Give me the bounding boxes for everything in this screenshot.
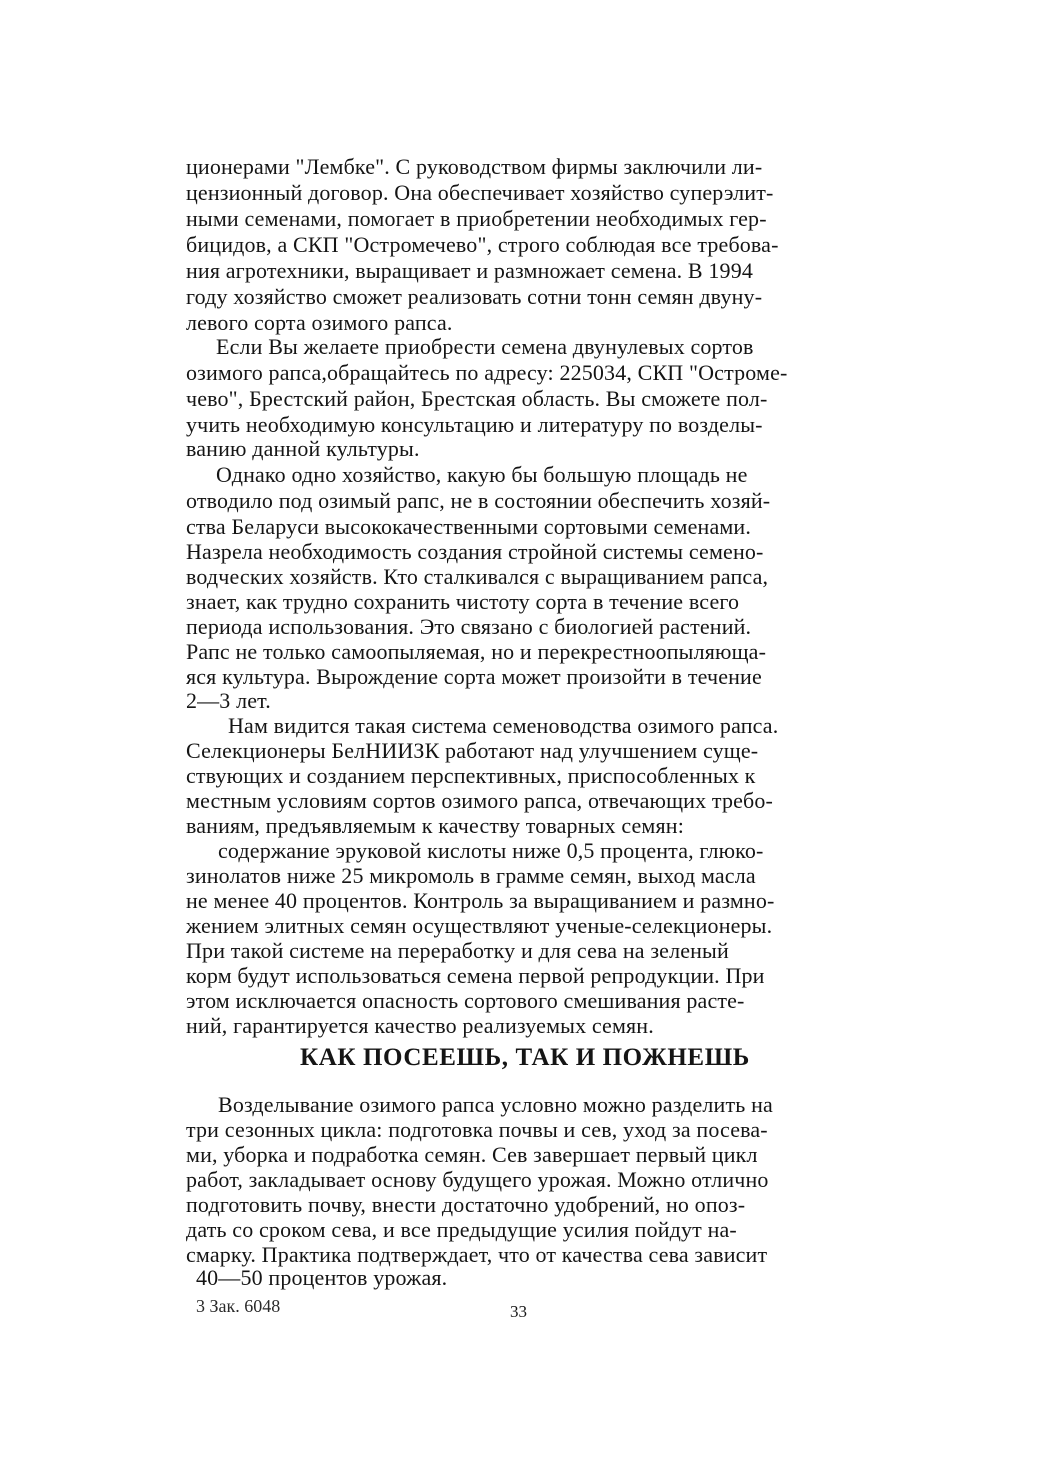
print-signature: 3 Зак. 6048 [196,1296,281,1316]
text-line: бицидов, а СКП "Остромечево", строго соблюдая все требова- [186,232,779,257]
text-line: этом исключается опасность сортового смешивания расте- [186,988,745,1013]
text-line: ства Беларуси высококачественными сортовыми семенами. [186,514,752,539]
text-line: водческих хозяйств. Кто сталкивался с выращиванием рапса, [186,564,769,589]
text-line: озимого рапса,обращайтесь по адресу: 225034, СКП "Остроме- [186,360,788,385]
text-line: учить необходимую консультацию и литературу по возделы- [186,412,763,437]
text-line: ний, гарантируется качество реализуемых семян. [186,1013,654,1038]
text-line: Если Вы желаете приобрести семена двунулевых сортов [216,334,754,359]
text-line: Назрела необходимость создания стройной системы семено- [186,539,764,564]
text-line: При такой системе на переработку и для сева на зеленый [186,938,729,963]
text-line: зинолатов ниже 25 микромоль в грамме семян, выход масла [186,863,756,888]
text-line: ния агротехники, выращивает и размножает семена. В 1994 [186,258,754,283]
text-line: цензионный договор. Она обеспечивает хозяйство суперэлит- [186,180,774,205]
text-line: ными семенами, помогает в приобретении необходимых гер- [186,206,767,231]
text-line: периода использования. Это связано с биологией растений. [186,614,752,639]
text-line: ствующих и созданием перспективных, приспособленных к [186,763,756,788]
text-line: дать со сроком сева, и все предыдущие усилия пойдут на- [186,1217,737,1242]
text-line: ционерами "Лембке". С руководством фирмы заключили ли- [186,154,763,179]
text-line: ваниям, предъявляемым к качеству товарных семян: [186,813,684,838]
text-line: Однако одно хозяйство, какую бы большую площадь не [216,462,748,487]
text-line: яся культура. Вырождение сорта может произойти в течение [186,664,762,689]
text-line: 2—3 лет. [186,688,271,713]
text-line: Селекционеры БелНИИЗК работают над улучшением суще- [186,738,759,763]
text-line: Нам видится такая система семеноводства озимого рапса. [228,713,779,738]
text-line: ми, уборка и подработка семян. Сев завершает первый цикл [186,1142,758,1167]
text-line: три сезонных цикла: подготовка почвы и сев, уход за посева- [186,1117,768,1142]
text-line: ванию данной культуры. [186,436,420,461]
section-heading: КАК ПОСЕЕШЬ, ТАК И ПОЖНЕШЬ [300,1044,750,1071]
text-line: не менее 40 процентов. Контроль за выращиванием и размно- [186,888,775,913]
text-line: корм будут использоваться семена первой репродукции. При [186,963,765,988]
text-line: отводило под озимый рапс, не в состоянии обеспечить хозяй- [186,488,771,513]
text-line: Возделывание озимого рапса условно можно разделить на [218,1092,773,1117]
text-line: местным условиям сортов озимого рапса, отвечающих требо- [186,788,773,813]
text-line: работ, закладывает основу будущего урожая. Можно отлично [186,1167,769,1192]
text-line: чево", Брестский район, Брестская область. Вы сможете пол- [186,386,768,411]
text-line: смарку. Практика подтверждает, что от качества сева зависит [186,1242,768,1267]
text-line: жением элитных семян осуществляют ученые-селекционеры. [186,913,773,938]
text-line: Рапс не только самоопыляемая, но и перекрестноопыляюща- [186,639,767,664]
text-line: содержание эруковой кислоты ниже 0,5 процента, глюко- [218,838,764,863]
text-line: левого сорта озимого рапса. [186,310,453,335]
page-number: 33 [510,1302,527,1321]
text-line: 40—50 процентов урожая. [196,1265,448,1290]
text-line: подготовить почву, внести достаточно удобрений, но опоз- [186,1192,746,1217]
text-line: знает, как трудно сохранить чистоту сорта в течение всего [186,589,740,614]
text-line: году хозяйство сможет реализовать сотни тонн семян двуну- [186,284,763,309]
